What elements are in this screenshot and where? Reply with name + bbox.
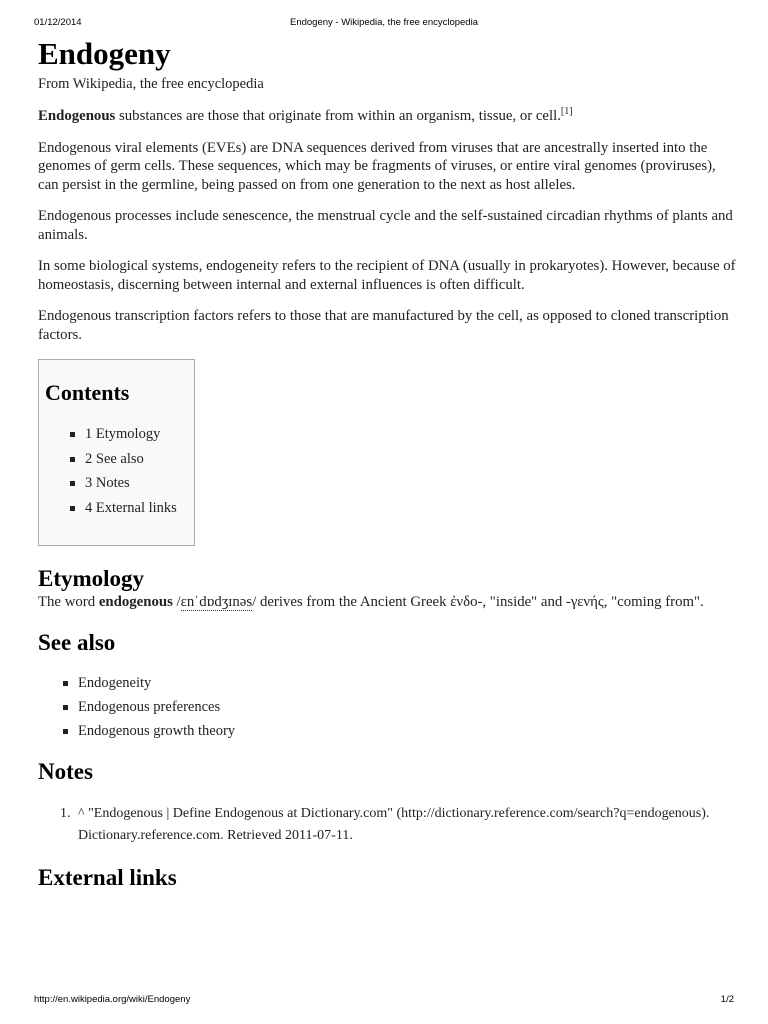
paragraph-eves: Endogenous viral elements (EVEs) are DNA sequences derived from viruses that are ancestrally inserted into the genomes of germ cells. These sequences, which may be fragments of viruses, or entire viral genomes (proviruses), can persist in the germline, being passed on from one generation to the next as host alleles. [38,139,716,193]
toc-link-notes[interactable]: 3 Notes [85,475,130,491]
article-content [38,30,738,892]
see-also-item[interactable] [38,671,738,695]
note-number: 1. [60,806,71,822]
see-also-link-endogenous-preferences[interactable]: Endogenous preferences [78,698,221,715]
intro-text: substances are those that originate from within an organism, tissue, or cell. [115,108,561,124]
intro-paragraph [38,107,738,126]
toc-link-external-links[interactable]: 4 External links [85,499,177,516]
see-also-list [38,671,738,744]
note-item [38,803,738,847]
intro-bold-term: Endogenous [38,108,116,124]
toc-item-see-also[interactable] [45,447,194,472]
etymology-text: derives from the Ancient Greek ἐνδο-, "inside" and -γενής, "coming from". [256,594,704,610]
heading-notes: Notes [38,759,93,785]
paragraph-processes: Endogenous processes include senescence, the menstrual cycle and the self-sustained circadian rhythms of plants and animals. [38,208,733,243]
page-title: Endogeny [38,36,171,71]
print-page-number: 1/2 [720,994,734,1005]
ipa-close: / [252,594,257,610]
toc-item-external-links[interactable] [45,496,194,521]
toc-link-etymology[interactable]: 1 Etymology [85,426,161,442]
heading-see-also: See also [38,629,116,655]
paragraph-endogeneity: In some biological systems, endogeneity refers to the recipient of DNA (usually in prokaryotes). However, because of homeostasis, discerning between internal and external influences is often difficult. [38,258,736,293]
see-also-item[interactable] [38,695,738,719]
print-url: http://en.wikipedia.org/wiki/Endogeny [34,994,191,1005]
print-page-title: Endogeny - Wikipedia, the free encyclopedia [289,17,478,28]
print-date: 01/12/2014 [34,17,82,28]
etymology-bold-word: endogenous [98,594,173,610]
note-text[interactable]: ^ "Endogenous | Define Endogenous at Dictionary.com" (http://dictionary.reference.com/search?q=endogenous). Dictionary.reference.com. Retrieved 2011-07-11. [78,806,710,844]
toc-link-see-also[interactable]: 2 See also [85,450,144,467]
toc-list [45,422,194,520]
toc-item-notes[interactable] [45,471,194,496]
see-also-link-endogenous-growth-theory[interactable]: Endogenous growth theory [78,723,236,740]
etymology-paragraph [38,593,738,612]
notes-list [38,803,738,847]
ipa-open: / [172,594,181,610]
heading-etymology: Etymology [38,566,145,591]
print-footer [34,994,734,1008]
paragraph-transcription-factors: Endogenous transcription factors refers to those that are manufactured by the cell, as opposed to cloned transcription factors. [38,308,729,343]
toc-title: Contents [45,380,130,405]
table-of-contents [38,359,195,546]
reference-link-1[interactable]: [1] [560,106,573,117]
site-tagline: From Wikipedia, the free encyclopedia [38,76,264,92]
etymology-prefix: The word [38,594,99,610]
see-also-link-endogeneity[interactable]: Endogeneity [78,674,152,691]
see-also-item[interactable] [38,719,738,743]
ipa-pronunciation[interactable]: ɛnˈdɒdʒɪnəs [180,594,253,610]
toc-item-etymology[interactable] [45,422,194,447]
print-header [34,17,734,31]
heading-external-links: External links [38,865,177,891]
